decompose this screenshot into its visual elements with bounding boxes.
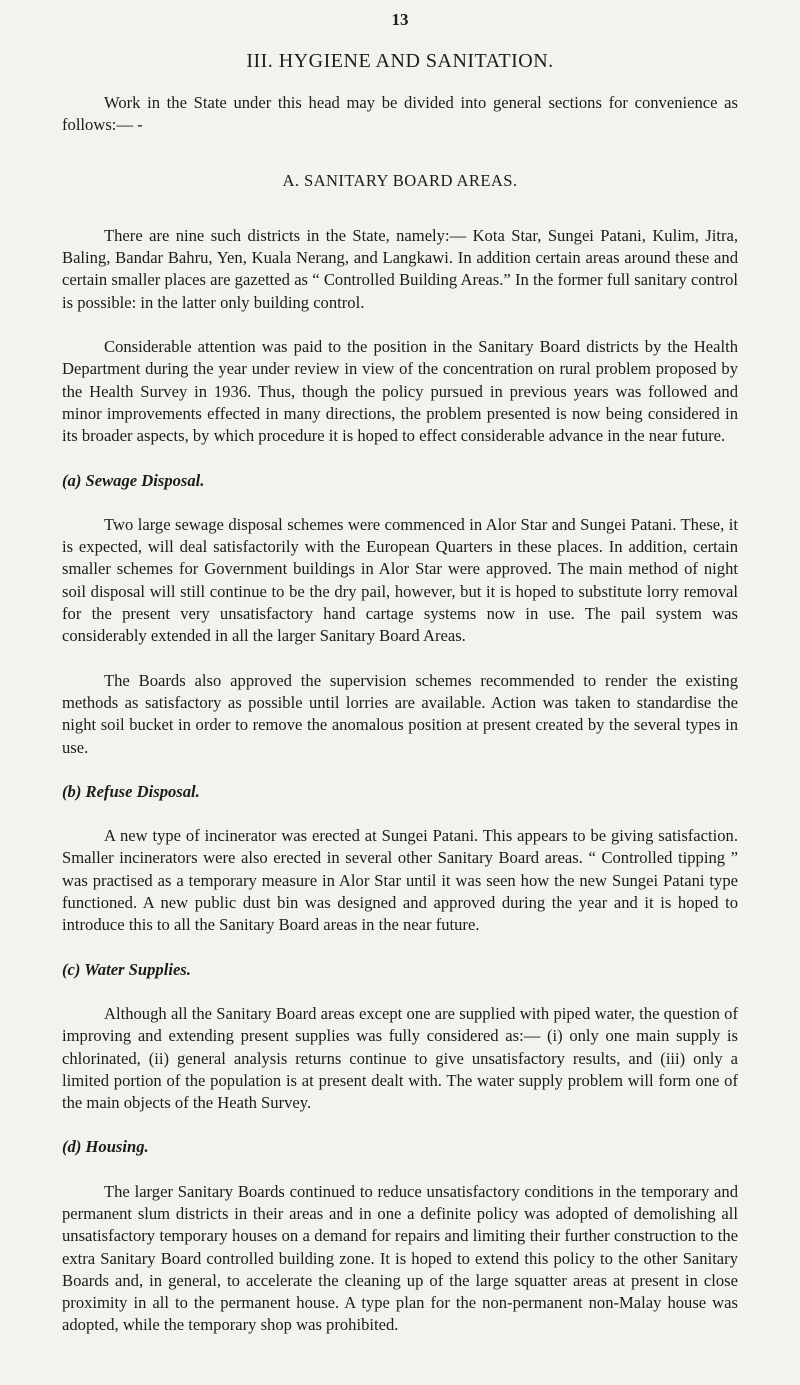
page-title: III. HYGIENE AND SANITATION. [246, 50, 554, 72]
subsection-a-heading: (a) Sewage Disposal. [62, 470, 205, 490]
subsection-b-heading: (b) Refuse Disposal. [62, 781, 200, 801]
subsection-a-paragraph-2: The Boards also approved the supervision schemes recommended to render the existing methods as satisfactory as possible until lorries are available. Action was taken to standardise the night soil bucket in order to remove the anomalous position at present created by the several types in use. [62, 670, 738, 757]
subsection-b-paragraph-1: A new type of incinerator was erected at Sungei Patani. This appears to be giving satisfaction. Smaller incinerators were also erected in several other Sanitary Board areas. “ Controlled tipping ” was practised as a temporary measure in Alor Star until it was seen how the new Sungei Patani type functioned. A new public dust bin was designed and approved during the year and it is hoped to introduce this to all the Sanitary Board areas in the near future. [62, 826, 738, 935]
document-body [62, 92, 738, 1337]
page-number: 13 [391, 10, 409, 29]
subsection-d-paragraph-1: The larger Sanitary Boards continued to reduce unsatisfactory conditions in the temporary and permanent slum districts in their areas and in one a definite policy was adopted of demolishing all unsatisfactory temporary houses on a demand for repairs and limiting their further construction to the extra Sanitary Board controlled building zone. It is hoped to extend this policy to the other Sanitary Boards and, in general, to accelerate the cleaning up of the large squatter areas at present in close proximity in all to the permanent house. A type plan for the non-permanent non-Malay house was adopted, while the temporary shop was prohibited. [62, 1181, 738, 1335]
subsection-c-paragraph-1: Although all the Sanitary Board areas except one are supplied with piped water, the question of improving and extending present supplies was fully considered as:— (i) only one main supply is chlorinated, (ii) general analysis returns continue to give unsatisfactory results, and (iii) only a limited portion of the population is at present dealt with. The water supply problem will form one of the main objects of the Heath Survey. [62, 1003, 738, 1113]
subsection-a-paragraph-1: Two large sewage disposal schemes were commenced in Alor Star and Sungei Patani. These, it is expected, will deal satisfactorily with the European Quarters in these places. In addition, certain smaller schemes for Government buildings in Alor Star were approved. The main method of night soil disposal will still continue to be the dry pail, however, but it is hoped to substitute lorry removal for the present very unsatisfactory hand cartage systems now in use. The pail system was considerably extended in all the larger Sanitary Board Areas. [62, 514, 738, 646]
subsection-c-heading: (c) Water Supplies. [62, 959, 191, 979]
section-a-heading: A. SANITARY BOARD AREAS. [282, 170, 518, 190]
subsection-d-heading: (d) Housing. [62, 1137, 149, 1157]
section-a-paragraph-2: Considerable attention was paid to the position in the Sanitary Board districts by the Health Department during the year under review in view of the concentration on rural problem proposed by the Health Survey in 1936. Thus, though the policy pursued in previous years was followed and minor improvements effected in many directions, the problem presented is now being considered in its broader aspects, by which procedure it is hoped to effect considerable advance in the near future. [62, 337, 738, 446]
section-a-paragraph-1: There are nine such districts in the State, namely:— Kota Star, Sungei Patani, Kulim, Jitra, Baling, Bandar Bahru, Yen, Kuala Nerang, and Langkawi. In addition certain areas around these and certain smaller places are gazetted as “ Controlled Building Areas.” In the former full sanitary control is possible: in the latter only building control. [62, 225, 738, 312]
intro-paragraph: Work in the State under this head may be divided into general sections for convenience as follows:— - [62, 93, 738, 135]
